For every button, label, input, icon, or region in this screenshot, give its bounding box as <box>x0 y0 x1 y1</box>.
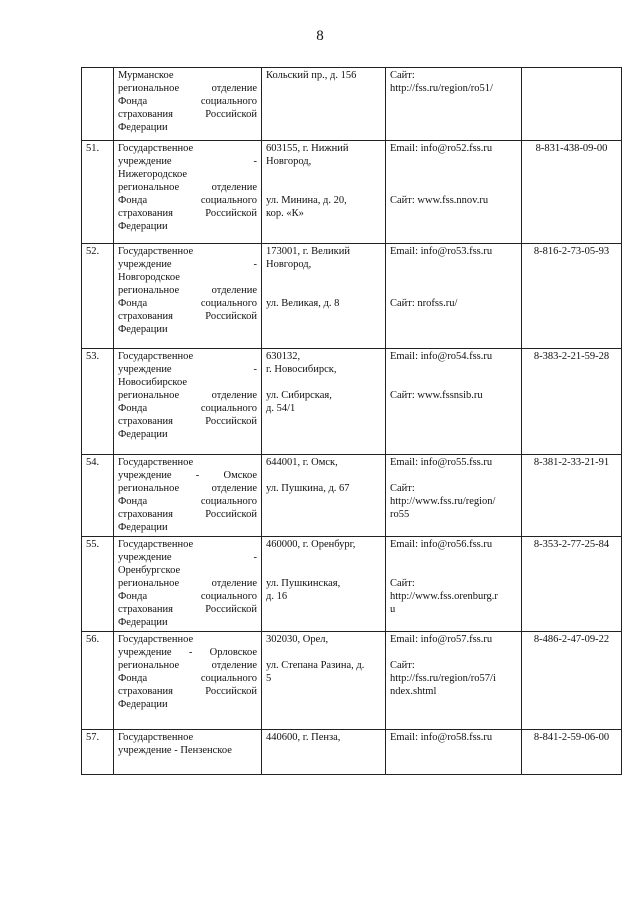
contacts-cell <box>386 68 522 141</box>
phone-cell: 8-831-438-09-00 <box>522 141 622 244</box>
email-line: Email: info@ro56.fss.ru <box>390 539 493 550</box>
address-line: Новгород, <box>266 156 312 167</box>
website-line: Сайт: <box>390 660 415 671</box>
org-name-line: Государственное <box>118 732 194 743</box>
address-line: 440600, г. Пенза, <box>266 732 341 743</box>
org-name-cell <box>114 455 262 537</box>
street-line: ул. Степана Разина, д. <box>266 660 365 671</box>
contacts-cell <box>386 244 522 349</box>
address-cell <box>262 455 386 537</box>
org-name-line: региональное отделение <box>118 578 257 589</box>
org-name-line: страхования Российской <box>118 208 257 219</box>
row-number: 51. <box>82 141 114 244</box>
website-line: Сайт: www.fss.nnov.ru <box>390 195 489 206</box>
org-name-line: Федерации <box>118 122 168 133</box>
website-line: u <box>390 604 396 615</box>
website-line: Сайт: <box>390 70 415 81</box>
address-cell <box>262 244 386 349</box>
table-row <box>82 537 622 632</box>
address-line: 630132, <box>266 351 301 362</box>
org-name-line: Нижегородское <box>118 169 188 180</box>
org-name-cell <box>114 537 262 632</box>
org-name-cell <box>114 244 262 349</box>
org-name-line: Федерации <box>118 617 168 628</box>
contacts-cell <box>386 141 522 244</box>
org-name-line: Федерации <box>118 522 168 533</box>
website-line: Сайт: nrofss.ru/ <box>390 298 458 309</box>
phone-cell: 8-353-2-77-25-84 <box>522 537 622 632</box>
org-name-line: Фонда социального <box>118 403 257 414</box>
spacer <box>390 469 517 482</box>
address-line: Кольский пр., д. 156 <box>266 70 357 81</box>
address-line: 460000, г. Оренбург, <box>266 539 356 550</box>
table-row <box>82 455 622 537</box>
address-line: 603155, г. Нижний <box>266 143 349 154</box>
phone-cell: 8-486-2-47-09-22 <box>522 632 622 730</box>
phone-cell <box>522 68 622 141</box>
row-number: 53. <box>82 349 114 455</box>
org-name-line: учреждение - <box>118 552 257 563</box>
row-number: 52. <box>82 244 114 349</box>
table-row <box>82 349 622 455</box>
org-name-line: Фонда социального <box>118 673 257 684</box>
phone-cell: 8-816-2-73-05-93 <box>522 244 622 349</box>
website-line: ro55 <box>390 509 410 520</box>
contacts-cell <box>386 455 522 537</box>
org-name-line: региональное отделение <box>118 285 257 296</box>
org-name-line: Государственное <box>118 246 194 257</box>
org-name-line: Государственное <box>118 143 194 154</box>
email-line: Email: info@ro53.fss.ru <box>390 246 493 257</box>
row-number <box>82 68 114 141</box>
row-number: 57. <box>82 730 114 775</box>
org-name-line: региональное отделение <box>118 660 257 671</box>
email-line: Email: info@ro54.fss.ru <box>390 351 493 362</box>
org-name-line: Государственное <box>118 539 194 550</box>
address-cell <box>262 349 386 455</box>
table-row <box>82 632 622 730</box>
org-name-line: региональное отделение <box>118 182 257 193</box>
org-name-line: Мурманское <box>118 70 174 81</box>
address-cell <box>262 141 386 244</box>
street-line: ул. Сибирская, <box>266 390 332 401</box>
spacer <box>266 469 381 482</box>
fss-branches-table <box>81 67 622 775</box>
email-line: Email: info@ro57.fss.ru <box>390 634 493 645</box>
spacer <box>390 646 517 659</box>
street-line: кор. «К» <box>266 208 304 219</box>
row-number: 55. <box>82 537 114 632</box>
website-line: ndex.shtml <box>390 686 437 697</box>
org-name-line: Новосибирское <box>118 377 187 388</box>
org-name-line: страхования Российской <box>118 416 257 427</box>
org-name-line: Федерации <box>118 429 168 440</box>
org-name-line: Государственное <box>118 457 194 468</box>
contacts-cell <box>386 537 522 632</box>
phone-cell: 8-841-2-59-06-00 <box>522 730 622 775</box>
row-number: 56. <box>82 632 114 730</box>
org-name-line: Фонда социального <box>118 591 257 602</box>
org-name-cell <box>114 632 262 730</box>
org-name-line: региональное отделение <box>118 390 257 401</box>
contacts-cell <box>386 632 522 730</box>
website-line: http://www.fss.orenburg.r <box>390 591 498 602</box>
address-line: 644001, г. Омск, <box>266 457 338 468</box>
org-name-line: Государственное <box>118 351 194 362</box>
spacer <box>390 258 517 297</box>
org-name-line: страхования Российской <box>118 509 257 520</box>
org-name-line: региональное отделение <box>118 483 257 494</box>
org-name-line: учреждение - Орловское <box>118 647 257 658</box>
org-name-line: Оренбургское <box>118 565 181 576</box>
org-name-line: учреждение - Омское <box>118 470 257 481</box>
org-name-line: страхования Российской <box>118 686 257 697</box>
website-line: http://fss.ru/region/ro51/ <box>390 83 493 94</box>
org-name-line: учреждение - <box>118 259 257 270</box>
spacer <box>266 168 381 194</box>
phone-cell: 8-381-2-33-21-91 <box>522 455 622 537</box>
table-row <box>82 68 622 141</box>
street-line: ул. Минина, д. 20, <box>266 195 347 206</box>
org-name-cell <box>114 730 262 775</box>
website-line: http://fss.ru/region/ro57/i <box>390 673 496 684</box>
website-line: Сайт: www.fssnsib.ru <box>390 390 483 401</box>
website-line: Сайт: <box>390 483 415 494</box>
address-cell <box>262 68 386 141</box>
email-line: Email: info@ro58.fss.ru <box>390 732 493 743</box>
org-name-line: Федерации <box>118 324 168 335</box>
spacer <box>266 271 381 297</box>
spacer <box>390 155 517 194</box>
org-name-line: Федерации <box>118 221 168 232</box>
org-name-line: Новгородское <box>118 272 180 283</box>
org-name-line: Государственное <box>118 634 194 645</box>
page-number: 8 <box>316 28 324 44</box>
org-name-line: страхования Российской <box>118 311 257 322</box>
org-name-line: учреждение - <box>118 364 257 375</box>
address-cell <box>262 537 386 632</box>
website-line: http://www.fss.ru/region/ <box>390 496 496 507</box>
street-line: д. 16 <box>266 591 288 602</box>
street-line: ул. Пушкина, д. 67 <box>266 483 350 494</box>
street-line: 5 <box>266 673 272 684</box>
address-line: г. Новосибирск, <box>266 364 337 375</box>
street-line: ул. Великая, д. 8 <box>266 298 340 309</box>
address-line: Новгород, <box>266 259 312 270</box>
address-line: 302030, Орел, <box>266 634 329 645</box>
org-name-line: Фонда социального <box>118 96 257 107</box>
org-name-line: страхования Российской <box>118 109 257 120</box>
org-name-line: Фонда социального <box>118 195 257 206</box>
street-line: д. 54/1 <box>266 403 296 414</box>
address-cell <box>262 632 386 730</box>
spacer <box>266 646 381 659</box>
contacts-cell <box>386 730 522 775</box>
org-name-line: страхования Российской <box>118 604 257 615</box>
table-row <box>82 244 622 349</box>
address-cell <box>262 730 386 775</box>
spacer <box>266 376 381 389</box>
table-body <box>82 68 622 775</box>
address-line: 173001, г. Великий <box>266 246 350 257</box>
org-name-cell <box>114 68 262 141</box>
org-name-line: Федерации <box>118 699 168 710</box>
org-name-line: Фонда социального <box>118 298 257 309</box>
contacts-cell <box>386 349 522 455</box>
row-number: 54. <box>82 455 114 537</box>
org-name-line: Фонда социального <box>118 496 257 507</box>
table-row <box>82 730 622 775</box>
website-line: Сайт: <box>390 578 415 589</box>
spacer <box>390 363 517 389</box>
spacer <box>266 551 381 577</box>
email-line: Email: info@ro52.fss.ru <box>390 143 493 154</box>
org-name-cell <box>114 349 262 455</box>
table-row <box>82 141 622 244</box>
email-line: Email: info@ro55.fss.ru <box>390 457 493 468</box>
street-line: ул. Пушкинская, <box>266 578 341 589</box>
spacer <box>390 551 517 577</box>
phone-cell: 8-383-2-21-59-28 <box>522 349 622 455</box>
org-name-cell <box>114 141 262 244</box>
org-name-line: учреждение - <box>118 156 257 167</box>
org-name-line: учреждение - Пензенское <box>118 745 232 756</box>
org-name-line: региональное отделение <box>118 83 257 94</box>
